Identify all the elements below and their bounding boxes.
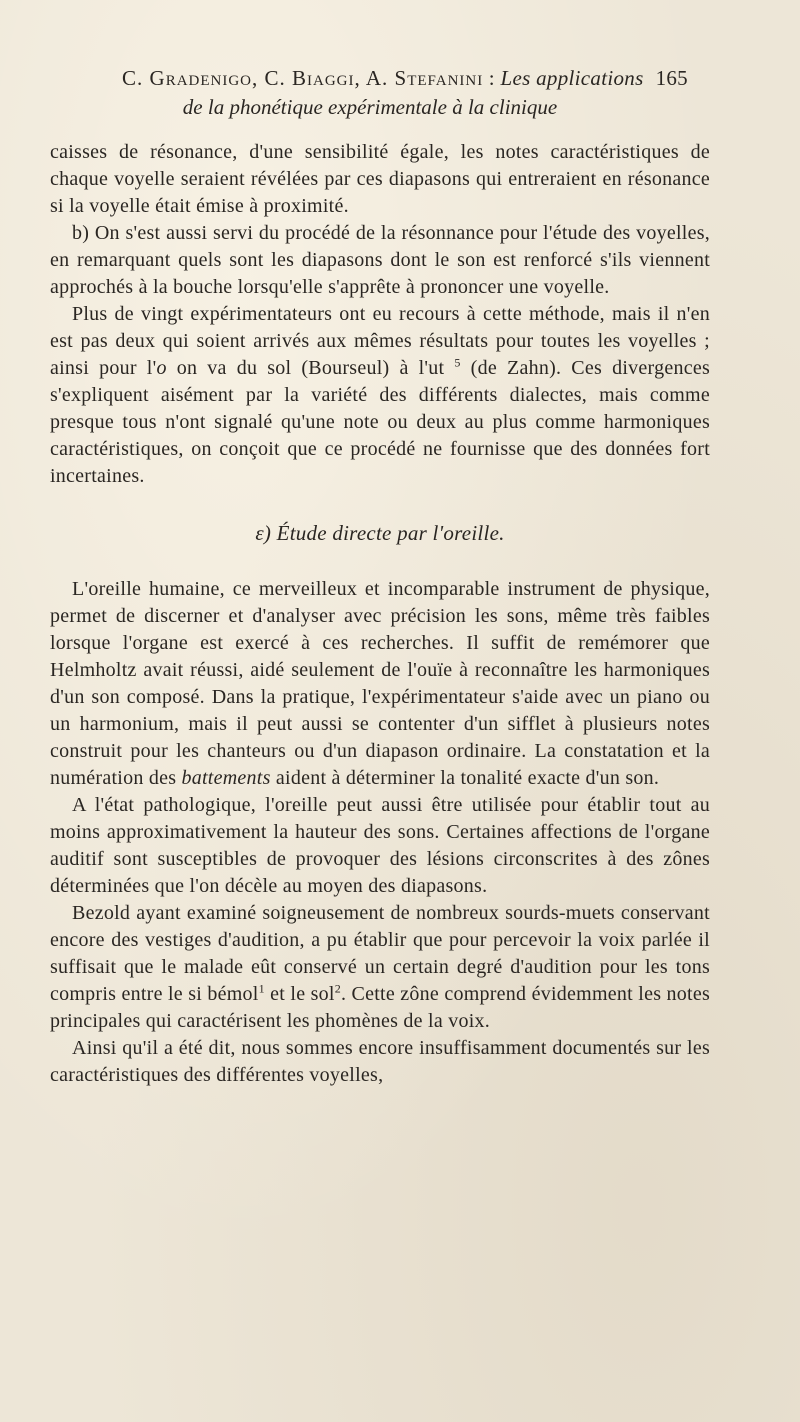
p6-text-a: Bezold ayant examiné soigneusement de nombreux sourds-muets conservant encore des vestiges d'audition, a pu établir que pour percevoir la voix parlée il suffisait que le malade eût conservé un certain degré d'audition pour les tons compris entre le si bémol [50,902,710,1005]
p6-text-b: et le sol [264,983,335,1005]
paragraph-b: b) On s'est aussi servi du procédé de la résonnance pour l'étude des voyelles, en remarquant quels sont les diapasons dont le son est renforcé s'ils viennent approchés à la bouche lorsqu'elle s'apprête à prononcer une voyelle. [50,222,710,298]
running-header [60,63,750,121]
page-number: 165 [655,66,688,90]
p3-vowel-o: o [156,357,167,379]
header-title-part-2: de la phonétique expérimentale à la clinique [182,95,558,119]
p6-text-c: . Cette zône comprend évidemment les notes principales qui caractérisent les phomènes de la voix. [50,983,710,1032]
paragraph-ear [50,576,710,792]
p6-superscript-1: 1 [258,981,265,996]
header-line-1 [60,63,750,93]
page-body [50,139,710,1089]
header-separator: : [483,66,501,90]
header-title-part-1: Les applications [500,66,644,90]
p3-text-a: Plus de vingt expérimentateurs ont eu recours à cette méthode, mais il n'en est pas deux qui soient arrivés aux mêmes résultats pour toutes les voyelles ; ainsi pour l' [50,303,710,379]
section-heading: ε) Étude directe par l'oreille. [255,521,505,545]
p4-text-b: aident à déterminer la tonalité exacte d'un son. [270,767,660,789]
header-authors: C. Gradenigo, C. Biaggi, A. Stefanini [122,66,484,90]
p3-superscript: 5 [454,355,461,370]
p6-superscript-2: 2 [334,981,341,996]
paragraph-continuation: caisses de résonance, d'une sensibilité égale, les notes caractéristiques de chaque voyelle seraient révélées par ces diapasons qui entreraient en résonance si la voyelle était émise à proximité. [50,141,710,217]
p4-text-a: L'oreille humaine, ce merveilleux et incomparable instrument de physique, permet de discerner et d'analyser avec précision les sons, même très faibles lorsque l'organe est exercé à ces recherches. Il suffit de remémorer que Helmholtz avait réussi, aidé seulement de l'ouïe à reconnaître les harmoniques d'un son composé. Dans la pratique, l'expérimentateur s'aide avec un piano ou un harmonium, mais il peut aussi se contenter d'un sifflet à plusieurs notes construit pour les chanteurs ou d'un diapason ordinaire. La constatation et la numération des [50,578,710,789]
paragraph-final: Ainsi qu'il a été dit, nous sommes encore insuffisamment documentés sur les caractéristiques des différentes voyelles, [50,1037,710,1086]
paragraph-bezold [50,900,710,1035]
p4-italic-battements: battements [181,767,271,789]
p3-text-c: (de Zahn). Ces divergences s'expliquent aisément par la variété des différents dialectes, mais comme presque tous n'ont signalé qu'une note ou deux au plus comme harmoniques caractéristiques, on conçoit que ce procédé ne fournisse que des données fort incertaines. [50,357,711,487]
p3-text-b: on va du sol (Bourseul) à l'ut [166,357,455,379]
paragraph-experimenters [50,301,710,490]
paragraph-pathologic: A l'état pathologique, l'oreille peut aussi être utilisée pour établir tout au moins approximativement la hauteur des sons. Certaines affections de l'organe auditif sont susceptibles de provoquer des lésions circonscrites à des zônes déterminées que l'on décèle au moyen des diapasons. [50,794,710,897]
